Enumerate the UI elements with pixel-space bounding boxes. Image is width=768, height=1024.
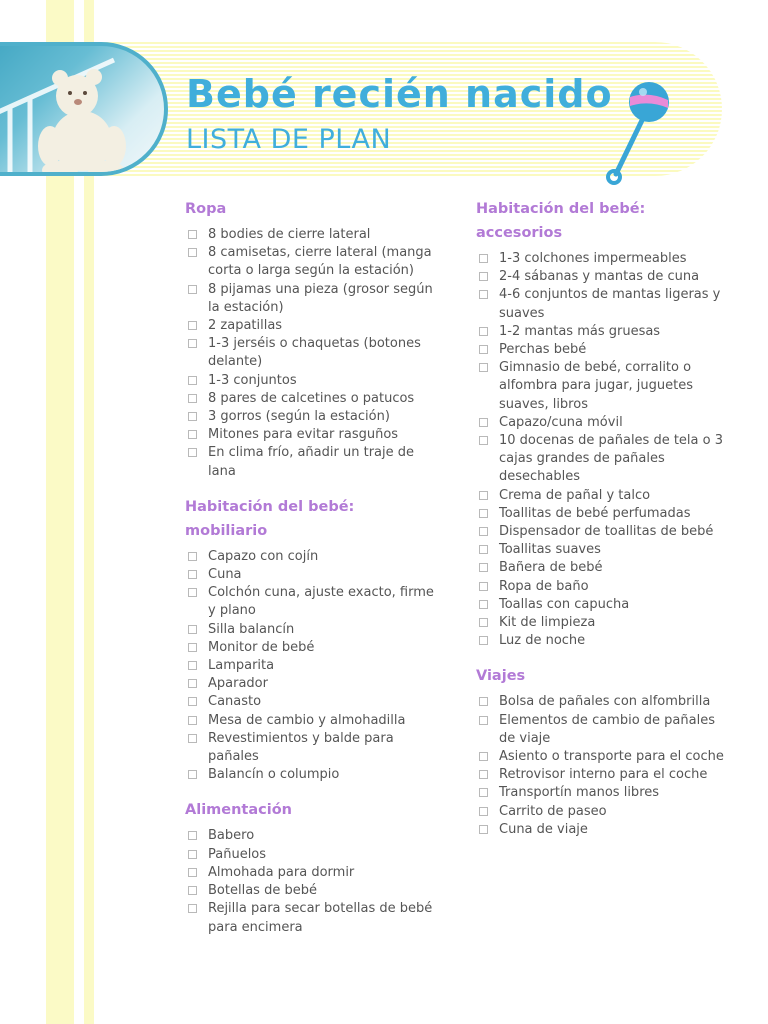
checklist-item	[185, 693, 435, 711]
section-heading: Viajes	[476, 668, 526, 685]
checkbox-icon[interactable]	[188, 321, 197, 330]
item-label: 1-3 conjuntos	[208, 372, 297, 388]
checkbox-icon[interactable]	[479, 418, 488, 427]
item-label: Balancín o columpio	[208, 767, 340, 783]
checkbox-icon[interactable]	[479, 807, 488, 816]
checklist-item	[185, 882, 435, 900]
checkbox-icon[interactable]	[479, 618, 488, 627]
checkbox-icon[interactable]	[479, 697, 488, 706]
checklist-item	[185, 827, 435, 845]
checklist-item	[476, 286, 726, 322]
checklist	[476, 693, 726, 839]
item-label: Capazo/cuna móvil	[499, 414, 623, 430]
item-label: Toallitas de bebé perfumadas	[499, 505, 691, 521]
checklist-item	[185, 444, 435, 480]
checkbox-icon[interactable]	[479, 825, 488, 834]
item-label: Canasto	[208, 694, 262, 710]
checklist-item	[185, 244, 435, 280]
checklist	[185, 827, 435, 936]
section-mobiliario	[185, 495, 435, 785]
item-label: Perchas bebé	[499, 342, 587, 358]
checklist-item	[476, 541, 726, 559]
checklist-item	[185, 639, 435, 657]
checklist-item	[476, 341, 726, 359]
item-label: Babero	[208, 828, 255, 844]
item-label: Ropa de baño	[499, 578, 589, 594]
item-label: Colchón cuna, ajuste exacto, firme y plano	[208, 585, 434, 619]
item-label: 1-2 mantas más gruesas	[499, 323, 661, 339]
item-label: Elementos de cambio de pañales de viaje	[499, 712, 715, 746]
checkbox-icon[interactable]	[188, 904, 197, 913]
item-label: Bañera de bebé	[499, 560, 603, 576]
checklist-item	[476, 766, 726, 784]
item-label: Retrovisor interno para el coche	[499, 767, 708, 783]
item-label: 2 zapatillas	[208, 318, 283, 334]
checklist-item	[185, 657, 435, 675]
item-label: 1-3 colchones impermeables	[499, 251, 687, 266]
item-label: 2-4 sábanas y mantas de cuna	[499, 269, 700, 285]
item-label: Asiento o transporte para el coche	[499, 749, 724, 765]
item-label: Capazo con cojín	[208, 548, 319, 564]
item-label: Rejilla para secar botellas de bebé para encimera	[208, 901, 433, 935]
checkbox-icon[interactable]	[188, 376, 197, 385]
checkbox-icon[interactable]	[479, 716, 488, 725]
item-label: 10 docenas de pañales de tela o 3 cajas grandes de pañales desechables	[499, 433, 724, 485]
checkbox-icon[interactable]	[188, 734, 197, 743]
checkbox-icon[interactable]	[479, 527, 488, 536]
checkbox-icon[interactable]	[479, 600, 488, 609]
checkbox-icon[interactable]	[188, 248, 197, 257]
checklist-item	[476, 414, 726, 432]
section-heading: Habitación del bebé: mobiliario	[185, 498, 355, 539]
item-label: Revestimientos y balde para pañales	[208, 730, 394, 765]
checkbox-icon[interactable]	[188, 716, 197, 725]
checkbox-icon[interactable]	[188, 552, 197, 561]
section-viajes	[476, 664, 726, 839]
item-label: 4-6 conjuntos de mantas ligeras y suaves	[499, 287, 721, 321]
section-alimentacion	[185, 798, 435, 936]
checkbox-icon[interactable]	[188, 339, 197, 348]
checklist-item	[185, 390, 435, 408]
checklist-item	[185, 226, 435, 244]
checkbox-icon[interactable]	[188, 661, 197, 670]
checklist-item	[476, 559, 726, 577]
item-label: Lamparita	[208, 658, 275, 674]
item-label: 8 camisetas, cierre lateral (manga corta o larga según la estación)	[208, 245, 432, 279]
item-label: En clima frío, añadir un traje de lana	[208, 445, 414, 479]
checkbox-icon[interactable]	[188, 850, 197, 859]
item-label: Aparador	[208, 676, 268, 692]
item-label: 1-3 jerséis o chaquetas (botones delante)	[208, 336, 421, 370]
checkbox-icon[interactable]	[479, 254, 488, 263]
checklist-item	[476, 250, 726, 268]
checkbox-icon[interactable]	[188, 448, 197, 457]
item-label: Cuna	[208, 567, 242, 583]
checkbox-icon[interactable]	[479, 770, 488, 779]
checklist-item	[185, 566, 435, 584]
section-heading: Habitación del bebé: accesorios	[476, 201, 646, 241]
section-heading: Alimentación	[185, 802, 292, 819]
checkbox-icon[interactable]	[188, 697, 197, 706]
checklist-item	[185, 548, 435, 566]
checkbox-icon[interactable]	[188, 679, 197, 688]
checkbox-icon[interactable]	[479, 545, 488, 554]
checklist-item	[476, 748, 726, 766]
checklist-item	[476, 523, 726, 541]
item-label: 8 pijamas una pieza (grosor según la estación)	[208, 281, 433, 315]
checkbox-icon[interactable]	[188, 412, 197, 421]
page-subtitle: LISTA DE PLAN	[186, 124, 392, 155]
item-label: Transportín manos libres	[499, 785, 660, 801]
checklist-item	[476, 323, 726, 341]
checkbox-icon[interactable]	[479, 582, 488, 591]
checkbox-icon[interactable]	[188, 831, 197, 840]
checkbox-icon[interactable]	[188, 770, 197, 779]
baby-rattle-icon	[600, 78, 680, 192]
item-label: Bolsa de pañales con alfombrilla	[499, 694, 711, 710]
checklist	[185, 226, 435, 481]
item-label: Mesa de cambio y almohadilla	[208, 712, 406, 728]
checklist-item	[185, 621, 435, 639]
checkbox-icon[interactable]	[479, 363, 488, 372]
item-label: 8 pares de calcetines o patucos	[208, 390, 415, 406]
checkbox-icon[interactable]	[479, 563, 488, 572]
checkbox-icon[interactable]	[188, 886, 197, 895]
checkbox-icon[interactable]	[479, 290, 488, 299]
checkbox-icon[interactable]	[479, 345, 488, 354]
checkbox-icon[interactable]	[479, 788, 488, 797]
checkbox-icon[interactable]	[188, 230, 197, 239]
item-label: Luz de noche	[499, 633, 586, 649]
checklist-item	[185, 712, 435, 730]
checkbox-icon[interactable]	[479, 436, 488, 445]
item-label: Toallitas suaves	[499, 542, 601, 558]
checklist-item	[185, 766, 435, 784]
checklist-item	[185, 335, 435, 371]
checkbox-icon[interactable]	[479, 752, 488, 761]
checkbox-icon[interactable]	[188, 430, 197, 439]
checklist-item	[476, 578, 726, 596]
checkbox-icon[interactable]	[479, 491, 488, 500]
item-label: Mitones para evitar rasguños	[208, 427, 399, 443]
checklist	[185, 548, 435, 785]
checklist-item	[185, 846, 435, 864]
item-label: Silla balancín	[208, 621, 295, 637]
item-label: 8 bodies de cierre lateral	[208, 227, 371, 242]
checklist-item	[476, 712, 726, 748]
checklist-item	[185, 281, 435, 317]
item-label: Botellas de bebé	[208, 883, 317, 899]
checklist-item	[185, 408, 435, 426]
checkbox-icon[interactable]	[479, 509, 488, 518]
checklist-item	[476, 487, 726, 505]
item-label: Kit de limpieza	[499, 615, 596, 631]
item-label: Cuna de viaje	[499, 821, 588, 837]
checklist-item	[185, 426, 435, 444]
checkbox-icon[interactable]	[188, 394, 197, 403]
item-label: Carrito de paseo	[499, 803, 607, 819]
checklist-item	[185, 372, 435, 390]
checklist-item	[185, 864, 435, 882]
checklist-item	[476, 803, 726, 821]
checklist-item	[476, 614, 726, 632]
checkbox-icon[interactable]	[188, 588, 197, 597]
checklist-item	[476, 693, 726, 711]
checkbox-icon[interactable]	[479, 272, 488, 281]
checkbox-icon[interactable]	[479, 327, 488, 336]
checklist-item	[476, 359, 726, 414]
checklist-item	[185, 317, 435, 335]
right-column	[476, 197, 726, 853]
checklist-item	[185, 730, 435, 766]
page-title: Bebé recién nacido	[186, 72, 613, 116]
item-label: Pañuelos	[208, 846, 267, 862]
item-label: Almohada para dormir	[208, 864, 355, 880]
checklist-item	[476, 432, 726, 487]
checklist-item	[476, 632, 726, 650]
checkbox-icon[interactable]	[188, 868, 197, 877]
checklist-item	[185, 675, 435, 693]
checklist-item	[476, 784, 726, 802]
checklist	[476, 250, 726, 650]
teddy-bear-photo	[0, 42, 168, 176]
checklist-item	[185, 900, 435, 936]
section-ropa	[185, 197, 435, 481]
checklist-item	[476, 821, 726, 839]
item-label: Monitor de bebé	[208, 639, 315, 655]
item-label: Crema de pañal y talco	[499, 487, 651, 503]
checkbox-icon[interactable]	[188, 625, 197, 634]
item-label: Toallas con capucha	[499, 596, 630, 612]
checkbox-icon[interactable]	[188, 285, 197, 294]
checklist-item	[476, 596, 726, 614]
section-accesorios	[476, 197, 726, 650]
item-label: Gimnasio de bebé, corralito o alfombra para jugar, juguetes suaves, libros	[499, 360, 694, 412]
left-column	[185, 197, 435, 951]
checklist-item	[185, 584, 435, 620]
section-heading: Ropa	[185, 201, 227, 217]
checkbox-icon[interactable]	[188, 570, 197, 579]
checkbox-icon[interactable]	[188, 643, 197, 652]
checklist-item	[476, 505, 726, 523]
item-label: 3 gorros (según la estación)	[208, 409, 390, 425]
checkbox-icon[interactable]	[479, 636, 488, 645]
item-label: Dispensador de toallitas de bebé	[499, 524, 714, 540]
checklist-item	[476, 268, 726, 286]
